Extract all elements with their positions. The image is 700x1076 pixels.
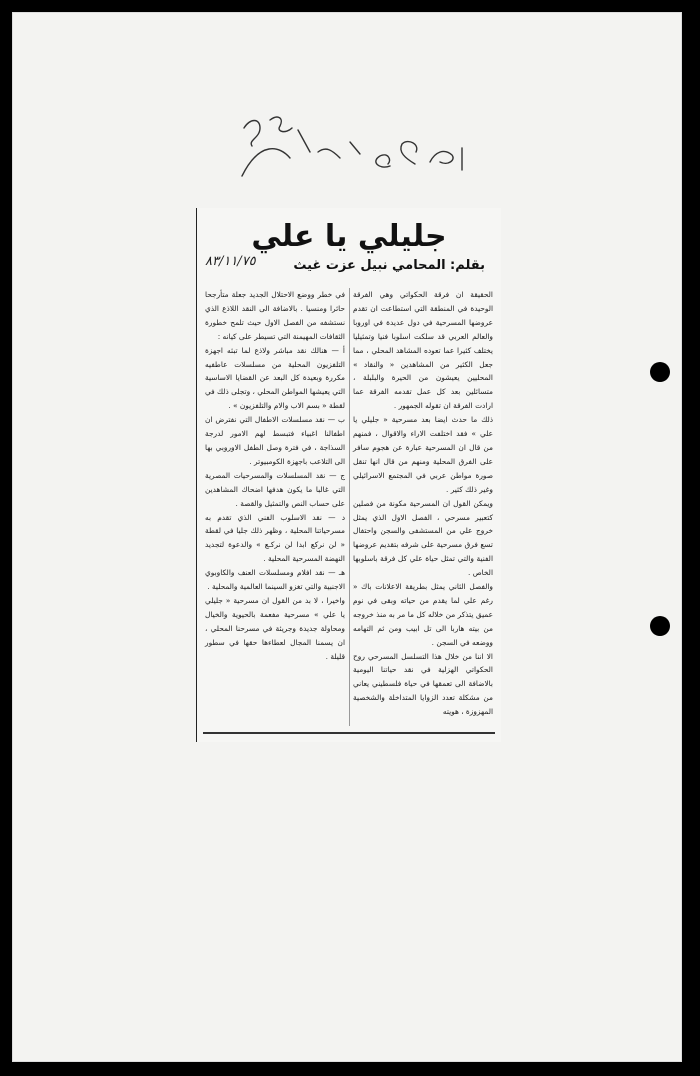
paragraph: والفصل الثاني يمثل بطريقة الاعلانات باك « رغم علي لما يقدم من حياته وبقى في نوم عميق يتذكر من خلاله كل ما مر به منذ خروجه من بيته هاربا الى تل ابيب ومن ثم التهامه ووضعه في السجن .: [353, 582, 493, 647]
paragraph: ب — نقد مسلسلات الاطفال التي نفترض ان اطفالنا اغبياء فتبسط لهم الامور لدرجة السذاجة ، في فترة وصل الطفل الاوروبي بها الى التلاعب باجهزة الكومبيوتر .: [205, 415, 345, 466]
paragraph: ويمكن القول ان المسرحية مكونة من فصلين كتعبير مسرحي ، الفصل الاول الذي يمثل خروج علي من المستشفى والسجن واحتفال تسع فرق مسرحية على شرفه بتقديم عروضها الفنية والتي تمثل حياة علي كل فرقة باسلوبها الخاص .: [353, 498, 493, 578]
paragraph: د — نقد الاسلوب الفني الذي تقدم به مسرحياتنا المحلية ، وظهر ذلك جليا في لقطة « لن نركع ابدا لن نركـع » والدعوة لتجديد النهضة المسرحية المحلية .: [205, 512, 345, 564]
paragraph: أ — هنالك نقد مباشر ولاذع لما تبثه اجهزة التلفزيون المحلية من مسلسلات عاطفيه مكررة وبعيدة كل البعد عن القضايا الاساسية التي يعيشها المواطن المحلي ، وتجلى ذلك في لقطة « بسم الاب والام والتلفزيون » .: [204, 345, 345, 411]
handwritten-note-text: القدس ٢٢/١١/٨٣: [230, 100, 238, 101]
paragraph: ذلك ما حدث ايضا بعد مسرحية « جليلي يا علي » فقد اختلفت الاراء والاقوال ، فمنهم من قال ان المسرحية عبارة عن هجوم سافر على الفرق المحلية ومنهم من قال انها تنقل صورة مواطن عربي في المجتمع الاسرائيلي وغير ذلك كثير .: [353, 415, 493, 494]
handwritten-date: ٨٣/١١/٧٥: [205, 254, 256, 269]
clipping-bottom-border: [203, 732, 495, 734]
paragraph: ج — نقد المسلسلات والمسرحيات المصرية التي غالبا ما يكون هدفها اضحاك المشاهدين على حساب النص والتمثيل والقصة .: [205, 470, 345, 508]
handwritten-note: [230, 100, 480, 190]
punch-hole-top: [650, 362, 670, 382]
article-headline: جليلي يا علي: [251, 219, 447, 254]
paragraph: الا اننا من خلال هذا التسلسل المسرحي روح الحكواتي الهزلية في نقد حياتنا اليومية بالاضافة الى تعمقها في حياة فلسطيني يعاني من مشكلة تعدد الزوايا المتداخلة والشخصية المهزوزة ، هويته: [353, 651, 493, 717]
article-column-right: [353, 288, 493, 719]
punch-hole-bottom: [650, 616, 670, 636]
paragraph: في خطر ووضع الاحتلال الجديد جعلة متأرجحا حائرا ومنسيا . بالاضافة الى النقد اللاذع الذي نستشفه من الفصل الاول حيث تلمح خطورة الثقافات المهيمنة التي تسيطر على كيانه :: [205, 290, 345, 341]
paragraph: واخيرا ، لا بد من القول ان مسرحية « جليلي يا علي » مسرحية مفعمة بالحيوية والخيال ومحاولة جديدة وجريئة في مسرحنا المحلي ، ان يسمنا المجال لعطاءها حقها في سطور قليلة .: [205, 595, 345, 661]
column-divider: [349, 288, 350, 726]
article-column-left: [205, 288, 345, 663]
paragraph: الحقيقة ان فرقة الحكواتي وهي الفرقة الوحيدة في المنطقة التي استطاعت ان تقدم عروضها المسرحية في دول عديدة في اوروبا والعالم العربي قد سلكت اسلوبا فنيا وتمثيليا يختلف كثيرا عما تعوده المشاهد المحلي ، مما جعل الكثير من المشاهدين « والنقاد » المحليين يعيشون من الحيرة والبلبلة ، متسائلين بعد كل عمل تقدمه الفرقة عما ارادت الفرقة ان تقوله الجمهور .: [353, 290, 493, 411]
article-byline: بقلم: المحامي نبيل عزت غيث: [293, 258, 485, 273]
paragraph: هـ — نقد افلام ومسلسلات العنف والكاوبوي الاجنبية والتي تغزو السينما العالمية والمحلية .: [205, 568, 345, 592]
newspaper-clipping: [196, 208, 501, 742]
